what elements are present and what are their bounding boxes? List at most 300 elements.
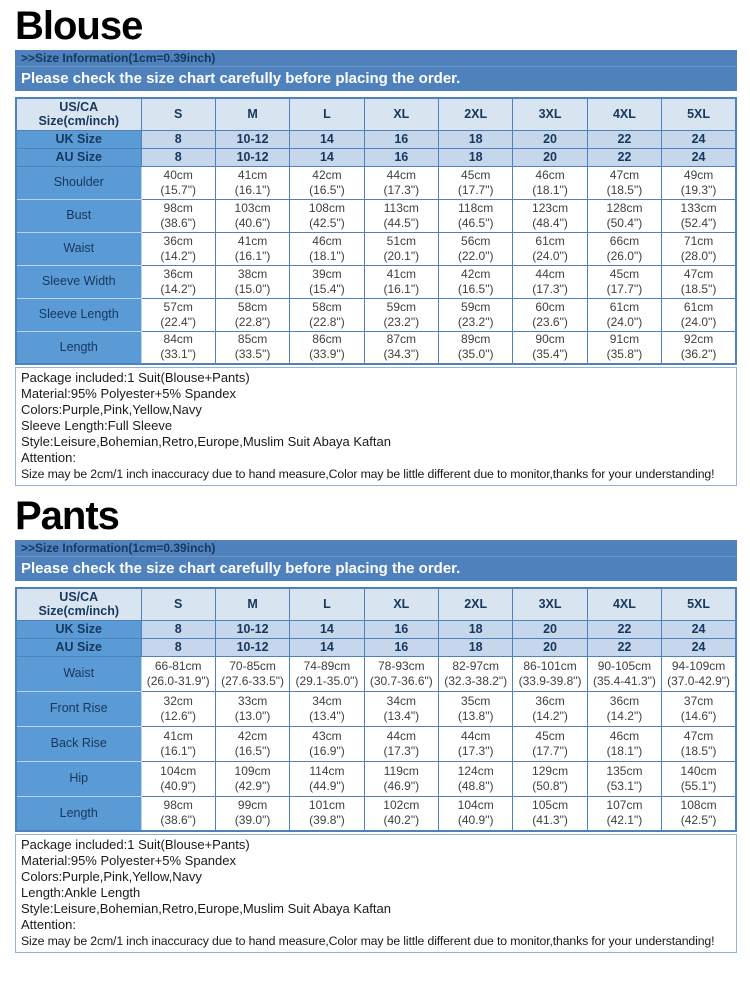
- uk-size-label: UK Size: [16, 620, 141, 638]
- measure-cm-value: 37cm: [683, 693, 714, 708]
- uk-size-value: 24: [662, 130, 736, 148]
- measure-inch-value: (22.4"): [160, 314, 196, 329]
- check-order-bar: Please check the size chart carefully before placing the order.: [15, 557, 737, 581]
- measure-inch-value: (18.5"): [606, 182, 643, 197]
- measure-cm-value: 61cm: [609, 299, 640, 314]
- measure-inch-value: (17.3"): [383, 743, 420, 758]
- measure-value-cell: [662, 691, 736, 726]
- au-size-value: 14: [290, 148, 364, 166]
- measure-inch-value: (29.1-35.0"): [295, 673, 359, 688]
- corner-header-cell: [16, 588, 141, 620]
- measure-cm-value: 38cm: [237, 266, 268, 281]
- measure-row: [16, 166, 736, 199]
- measure-cm-value: 71cm: [683, 233, 714, 248]
- measure-cm-value: 101cm: [308, 798, 345, 813]
- measure-value-cell: [587, 796, 661, 831]
- au-size-value: 18: [439, 148, 513, 166]
- measure-inch-value: (13.4"): [309, 708, 345, 723]
- measure-value-cell: [662, 331, 736, 364]
- measure-cm-value: 34cm: [386, 693, 416, 708]
- au-size-value: 24: [662, 638, 736, 656]
- measure-cm-value: 57cm: [163, 299, 193, 314]
- measure-value-cell: [364, 232, 438, 265]
- measure-value-cell: [439, 796, 513, 831]
- measure-value-cell: [141, 232, 215, 265]
- uk-size-value: 10-12: [215, 620, 289, 638]
- measure-inch-value: (24.0"): [532, 248, 568, 263]
- uk-size-value: 18: [439, 130, 513, 148]
- measure-value-cell: [662, 761, 736, 796]
- measure-inch-value: (42.9"): [234, 778, 271, 793]
- measure-label: Front Rise: [16, 691, 141, 726]
- measure-value-cell: [290, 331, 364, 364]
- measure-value-cell: [662, 232, 736, 265]
- measure-inch-value: (13.0"): [234, 708, 271, 723]
- check-order-bar: Please check the size chart carefully before placing the order.: [15, 67, 737, 91]
- measure-label: Waist: [16, 656, 141, 691]
- measure-cm-value: 34cm: [312, 693, 342, 708]
- measure-inch-value: (44.9"): [309, 778, 345, 793]
- measure-cm-value: 36cm: [535, 693, 565, 708]
- blouse-title: Blouse: [15, 4, 143, 48]
- measure-cm-value: 59cm: [461, 299, 491, 314]
- size-header-row: [16, 98, 736, 130]
- measure-value-cell: [364, 691, 438, 726]
- measure-inch-value: (18.1"): [532, 182, 568, 197]
- measure-label: Back Rise: [16, 726, 141, 761]
- measure-value-cell: [662, 656, 736, 691]
- measure-inch-value: (26.0"): [606, 248, 643, 263]
- size-col-header: S: [141, 98, 215, 130]
- measure-cm-value: 129cm: [532, 763, 569, 778]
- uk-size-value: 10-12: [215, 130, 289, 148]
- measure-inch-value: (18.1"): [309, 248, 345, 263]
- measure-inch-value: (35.4-41.3"): [592, 673, 656, 688]
- note-line: Sleeve Length:Full Sleeve: [21, 418, 173, 433]
- measure-inch-value: (17.7"): [606, 281, 643, 296]
- measure-inch-value: (14.2"): [160, 248, 196, 263]
- measure-cm-value: 41cm: [386, 266, 416, 281]
- measure-cm-value: 90cm: [535, 332, 565, 347]
- measure-value-cell: [439, 331, 513, 364]
- measure-value-cell: [215, 199, 289, 232]
- measure-inch-value: (52.4"): [680, 215, 717, 230]
- measure-value-cell: [364, 726, 438, 761]
- au-size-value: 16: [364, 148, 438, 166]
- measure-inch-value: (16.1"): [234, 248, 271, 263]
- measure-value-cell: [215, 331, 289, 364]
- measure-inch-value: (35.8"): [606, 347, 643, 362]
- measure-cm-value: 114cm: [309, 763, 345, 778]
- measure-inch-value: (16.5"): [457, 281, 494, 296]
- note-line: Style:Leisure,Bohemian,Retro,Europe,Muslim Suit Abaya Kaftan: [21, 901, 391, 916]
- measure-inch-value: (48.8"): [457, 778, 494, 793]
- measure-inch-value: (41.3"): [532, 813, 568, 828]
- measure-value-cell: [141, 166, 215, 199]
- measure-value-cell: [513, 199, 587, 232]
- size-col-header: 5XL: [662, 98, 736, 130]
- measure-label: Length: [16, 796, 141, 831]
- measure-cm-value: 36cm: [609, 693, 640, 708]
- measure-value-cell: [513, 726, 587, 761]
- measure-inch-value: (42.1"): [606, 813, 643, 828]
- measure-cm-value: 133cm: [680, 200, 717, 215]
- measure-inch-value: (16.5"): [309, 182, 345, 197]
- measure-value-cell: [439, 726, 513, 761]
- measure-inch-value: (15.7"): [160, 182, 196, 197]
- au-size-value: 20: [513, 638, 587, 656]
- measure-cm-value: 36cm: [163, 233, 193, 248]
- measure-value-cell: [513, 265, 587, 298]
- au-size-value: 8: [141, 638, 215, 656]
- measure-cm-value: 104cm: [160, 763, 197, 778]
- measure-cm-value: 118cm: [458, 200, 494, 215]
- measure-inch-value: (17.3"): [383, 182, 420, 197]
- measure-value-cell: [290, 298, 364, 331]
- measure-value-cell: [662, 796, 736, 831]
- measure-inch-value: (24.0"): [606, 314, 643, 329]
- measure-inch-value: (16.1"): [383, 281, 420, 296]
- au-size-label: AU Size: [16, 148, 141, 166]
- measure-cm-value: 42cm: [461, 266, 491, 281]
- size-col-header: 5XL: [662, 588, 736, 620]
- measure-row: [16, 331, 736, 364]
- measure-value-cell: [215, 166, 289, 199]
- measure-cm-value: 140cm: [680, 763, 717, 778]
- measure-cm-value: 42cm: [237, 728, 268, 743]
- measure-cm-value: 107cm: [606, 798, 643, 813]
- size-col-header: L: [290, 588, 364, 620]
- measure-value-cell: [141, 796, 215, 831]
- au-size-label: AU Size: [16, 638, 141, 656]
- measure-value-cell: [141, 691, 215, 726]
- measure-value-cell: [141, 656, 215, 691]
- au-size-value: 14: [290, 638, 364, 656]
- measure-value-cell: [364, 199, 438, 232]
- measure-cm-value: 42cm: [312, 167, 342, 182]
- measure-label: Shoulder: [16, 166, 141, 199]
- note-line: Package included:1 Suit(Blouse+Pants): [21, 837, 250, 852]
- measure-inch-value: (20.1"): [383, 248, 420, 263]
- measure-inch-value: (33.9"): [309, 347, 345, 362]
- measure-inch-value: (23.6"): [532, 314, 568, 329]
- size-col-header: 4XL: [587, 588, 661, 620]
- note-line: Colors:Purple,Pink,Yellow,Navy: [21, 869, 202, 884]
- measure-label: Sleeve Length: [16, 298, 141, 331]
- measure-value-cell: [587, 232, 661, 265]
- measure-value-cell: [215, 691, 289, 726]
- measure-value-cell: [513, 331, 587, 364]
- corner-label-line2: Size(cm/inch): [38, 604, 120, 619]
- measure-value-cell: [141, 761, 215, 796]
- corner-header-cell: [16, 98, 141, 130]
- measure-cm-value: 41cm: [163, 728, 193, 743]
- measure-value-cell: [290, 656, 364, 691]
- au-size-value: 18: [439, 638, 513, 656]
- size-col-header: M: [215, 588, 289, 620]
- measure-cm-value: 59cm: [386, 299, 416, 314]
- measure-value-cell: [364, 796, 438, 831]
- measure-cm-value: 56cm: [461, 233, 491, 248]
- measure-cm-value: 91cm: [609, 332, 640, 347]
- measure-cm-value: 41cm: [237, 233, 268, 248]
- measure-inch-value: (17.7"): [532, 743, 568, 758]
- measure-cm-value: 109cm: [234, 763, 271, 778]
- measure-cm-value: 32cm: [163, 693, 193, 708]
- uk-size-value: 16: [364, 620, 438, 638]
- measure-inch-value: (40.2"): [383, 813, 420, 828]
- measure-value-cell: [290, 761, 364, 796]
- measure-cm-value: 90-105cm: [597, 658, 652, 673]
- measure-inch-value: (33.1"): [160, 347, 196, 362]
- measure-value-cell: [141, 726, 215, 761]
- measure-value-cell: [587, 298, 661, 331]
- measure-value-cell: [513, 796, 587, 831]
- measure-inch-value: (40.9"): [457, 813, 494, 828]
- measure-value-cell: [215, 726, 289, 761]
- measure-label: Waist: [16, 232, 141, 265]
- measure-cm-value: 60cm: [535, 299, 565, 314]
- measure-value-cell: [141, 199, 215, 232]
- size-col-header: 3XL: [513, 588, 587, 620]
- measure-row: [16, 726, 736, 761]
- measure-cm-value: 39cm: [312, 266, 342, 281]
- measure-cm-value: 123cm: [532, 200, 569, 215]
- au-size-value: 22: [587, 148, 661, 166]
- measure-cm-value: 58cm: [237, 299, 268, 314]
- measure-cm-value: 128cm: [606, 200, 643, 215]
- measure-inch-value: (33.9-39.8"): [518, 673, 582, 688]
- measure-row: [16, 298, 736, 331]
- measure-inch-value: (40.6"): [234, 215, 271, 230]
- size-info-bar: >>Size Information(1cm=0.39inch): [15, 540, 737, 557]
- measure-value-cell: [364, 166, 438, 199]
- measure-value-cell: [290, 199, 364, 232]
- measure-cm-value: 47cm: [683, 266, 714, 281]
- measure-cm-value: 98cm: [163, 798, 193, 813]
- measure-value-cell: [587, 331, 661, 364]
- size-col-header: M: [215, 98, 289, 130]
- size-col-header: 4XL: [587, 98, 661, 130]
- pants-size-table: [15, 587, 737, 832]
- note-line: Size may be 2cm/1 inch inaccuracy due to hand measure,Color may be little different due to monitor,thanks for your understanding!: [21, 934, 715, 948]
- au-size-value: 10-12: [215, 148, 289, 166]
- note-line: Package included:1 Suit(Blouse+Pants): [21, 370, 250, 385]
- measure-value-cell: [662, 726, 736, 761]
- measure-inch-value: (33.5"): [234, 347, 271, 362]
- measure-value-cell: [513, 761, 587, 796]
- measure-value-cell: [662, 298, 736, 331]
- size-col-header: 2XL: [439, 98, 513, 130]
- measure-cm-value: 46cm: [312, 233, 342, 248]
- size-col-header: S: [141, 588, 215, 620]
- measure-cm-value: 86cm: [312, 332, 342, 347]
- measure-value-cell: [215, 796, 289, 831]
- measure-cm-value: 103cm: [234, 200, 271, 215]
- measure-inch-value: (55.1"): [680, 778, 717, 793]
- measure-value-cell: [587, 265, 661, 298]
- measure-cm-value: 113cm: [383, 200, 419, 215]
- measure-value-cell: [439, 298, 513, 331]
- measure-value-cell: [587, 199, 661, 232]
- measure-inch-value: (15.4"): [309, 281, 345, 296]
- measure-inch-value: (14.2"): [532, 708, 568, 723]
- measure-value-cell: [364, 331, 438, 364]
- measure-inch-value: (39.0"): [234, 813, 271, 828]
- measure-cm-value: 124cm: [457, 763, 494, 778]
- measure-inch-value: (18.5"): [680, 281, 717, 296]
- measure-label: Length: [16, 331, 141, 364]
- pants-title: Pants: [15, 494, 119, 538]
- measure-value-cell: [141, 331, 215, 364]
- measure-inch-value: (46.9"): [383, 778, 420, 793]
- measure-cm-value: 66cm: [609, 233, 640, 248]
- measure-value-cell: [439, 166, 513, 199]
- measure-inch-value: (17.3"): [457, 743, 494, 758]
- measure-inch-value: (42.5"): [680, 813, 717, 828]
- size-info-bar: >>Size Information(1cm=0.39inch): [15, 50, 737, 67]
- measure-cm-value: 92cm: [683, 332, 714, 347]
- au-size-value: 16: [364, 638, 438, 656]
- measure-inch-value: (35.4"): [532, 347, 568, 362]
- measure-cm-value: 43cm: [312, 728, 342, 743]
- uk-size-value: 16: [364, 130, 438, 148]
- measure-inch-value: (16.5"): [234, 743, 271, 758]
- measure-inch-value: (17.7"): [457, 182, 494, 197]
- measure-value-cell: [290, 691, 364, 726]
- measure-cm-value: 49cm: [683, 167, 714, 182]
- blouse-section: [0, 4, 750, 486]
- measure-inch-value: (18.5"): [680, 743, 717, 758]
- measure-value-cell: [364, 298, 438, 331]
- measure-cm-value: 45cm: [461, 167, 491, 182]
- measure-inch-value: (35.0"): [457, 347, 494, 362]
- measure-cm-value: 108cm: [680, 798, 717, 813]
- measure-cm-value: 85cm: [237, 332, 268, 347]
- measure-cm-value: 36cm: [163, 266, 193, 281]
- measure-cm-value: 41cm: [237, 167, 268, 182]
- measure-cm-value: 44cm: [461, 728, 491, 743]
- measure-cm-value: 74-89cm: [303, 658, 351, 673]
- measure-row: [16, 761, 736, 796]
- measure-value-cell: [513, 166, 587, 199]
- measure-cm-value: 46cm: [609, 728, 640, 743]
- measure-inch-value: (16.1"): [234, 182, 271, 197]
- measure-inch-value: (28.0"): [680, 248, 717, 263]
- measure-inch-value: (22.0"): [457, 248, 494, 263]
- au-size-value: 20: [513, 148, 587, 166]
- measure-value-cell: [587, 761, 661, 796]
- measure-inch-value: (53.1"): [606, 778, 643, 793]
- measure-inch-value: (18.1"): [606, 743, 643, 758]
- measure-inch-value: (14.2"): [606, 708, 643, 723]
- measure-cm-value: 102cm: [383, 798, 420, 813]
- measure-row: [16, 656, 736, 691]
- measure-inch-value: (17.3"): [532, 281, 568, 296]
- measure-inch-value: (39.8"): [309, 813, 345, 828]
- size-col-header: XL: [364, 98, 438, 130]
- au-size-row: [16, 148, 736, 166]
- measure-value-cell: [215, 298, 289, 331]
- uk-size-value: 24: [662, 620, 736, 638]
- measure-value-cell: [513, 656, 587, 691]
- measure-cm-value: 119cm: [383, 763, 419, 778]
- measure-cm-value: 51cm: [386, 233, 416, 248]
- measure-cm-value: 89cm: [461, 332, 491, 347]
- measure-label: Bust: [16, 199, 141, 232]
- measure-inch-value: (40.9"): [160, 778, 196, 793]
- measure-inch-value: (14.2"): [160, 281, 196, 296]
- uk-size-value: 14: [290, 620, 364, 638]
- measure-value-cell: [364, 656, 438, 691]
- size-col-header: 3XL: [513, 98, 587, 130]
- blouse-notes-box: [15, 367, 737, 486]
- measure-inch-value: (30.7-36.6"): [369, 673, 433, 688]
- measure-value-cell: [587, 166, 661, 199]
- measure-inch-value: (13.4"): [383, 708, 420, 723]
- measure-cm-value: 44cm: [386, 728, 416, 743]
- size-col-header: L: [290, 98, 364, 130]
- measure-inch-value: (38.6"): [160, 813, 196, 828]
- measure-value-cell: [587, 691, 661, 726]
- measure-inch-value: (22.8"): [309, 314, 345, 329]
- uk-size-value: 20: [513, 130, 587, 148]
- au-size-value: 24: [662, 148, 736, 166]
- measure-cm-value: 84cm: [163, 332, 193, 347]
- measure-value-cell: [215, 761, 289, 796]
- measure-inch-value: (27.6-33.5"): [221, 673, 285, 688]
- measure-cm-value: 35cm: [461, 693, 491, 708]
- note-line: Attention:: [21, 450, 76, 465]
- measure-value-cell: [587, 726, 661, 761]
- measure-value-cell: [513, 232, 587, 265]
- measure-inch-value: (23.2"): [457, 314, 494, 329]
- uk-size-value: 20: [513, 620, 587, 638]
- measure-inch-value: (15.0"): [234, 281, 271, 296]
- measure-inch-value: (36.2"): [680, 347, 717, 362]
- measure-inch-value: (38.6"): [160, 215, 196, 230]
- au-size-value: 8: [141, 148, 215, 166]
- corner-label-line1: US/CA: [59, 590, 99, 605]
- measure-value-cell: [513, 298, 587, 331]
- measure-label: Hip: [16, 761, 141, 796]
- measure-cm-value: 99cm: [237, 798, 268, 813]
- measure-value-cell: [141, 298, 215, 331]
- measure-value-cell: [439, 761, 513, 796]
- measure-inch-value: (26.0-31.9"): [146, 673, 210, 688]
- measure-inch-value: (42.5"): [309, 215, 345, 230]
- note-line: Style:Leisure,Bohemian,Retro,Europe,Muslim Suit Abaya Kaftan: [21, 434, 391, 449]
- uk-size-value: 22: [587, 130, 661, 148]
- measure-inch-value: (44.5"): [383, 215, 420, 230]
- measure-row: [16, 199, 736, 232]
- measure-inch-value: (50.8"): [532, 778, 568, 793]
- measure-value-cell: [290, 796, 364, 831]
- measure-inch-value: (23.2"): [383, 314, 420, 329]
- measure-cm-value: 86-101cm: [523, 658, 577, 673]
- measure-cm-value: 47cm: [683, 728, 714, 743]
- uk-size-label: UK Size: [16, 130, 141, 148]
- measure-value-cell: [215, 265, 289, 298]
- size-col-header: XL: [364, 588, 438, 620]
- measure-value-cell: [662, 166, 736, 199]
- uk-size-value: 18: [439, 620, 513, 638]
- measure-inch-value: (19.3"): [680, 182, 717, 197]
- measure-inch-value: (37.0-42.9"): [667, 673, 731, 688]
- measure-inch-value: (50.4"): [606, 215, 643, 230]
- measure-cm-value: 78-93cm: [377, 658, 425, 673]
- measure-cm-value: 47cm: [609, 167, 640, 182]
